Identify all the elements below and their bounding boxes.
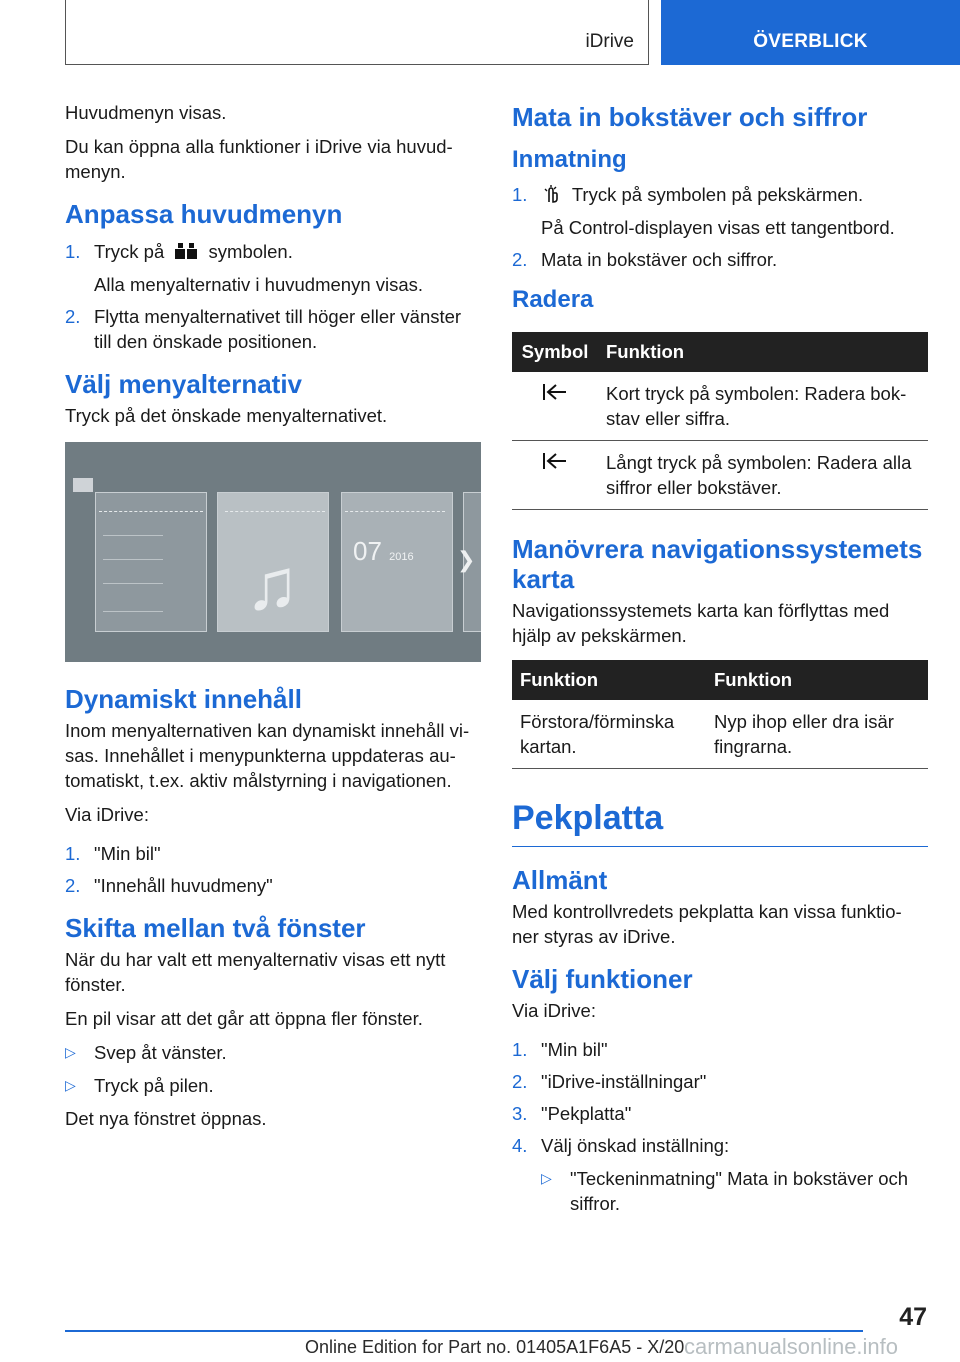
card-row [103,604,163,612]
list-item [512,247,928,272]
paragraph: Du kan öppna alla funktioner i iDrive via huvud-menyn. [65,136,453,182]
step-number: 2. [65,305,81,327]
step-text: Flytta menyalternativet till höger eller vänster till den önskade positionen. [94,305,462,352]
table-cell: Förstora/förminska kartan. [512,700,706,769]
list-item [512,182,928,240]
paragraph: En pil visar att det går att öppna fler fönster. [65,1007,423,1029]
step-text: "iDrive-inställningar" [541,1070,707,1092]
chapter-tab-label: ÖVERBLICK [753,31,868,52]
table-row [512,440,928,509]
step-text: symbolen. [208,241,293,262]
table-header: Funktion [512,660,706,700]
list-item [65,1073,481,1098]
table-header: Funktion [706,660,928,700]
step-number: 2. [512,1070,528,1092]
table-cell: Långt tryck på symbolen: Radera alla siffror eller bokstäver. [598,440,928,509]
table-header-row [512,660,928,700]
heading-manovrera: Manövrera navigationssystemets karta [512,533,923,594]
step-subtext: På Control-displayen visas ett tangentbord. [541,216,895,238]
paragraph: Tryck på det önskade menyalternativet. [65,404,388,426]
step-text: "Innehåll huvudmeny" [94,874,273,896]
table-header: Symbol [512,332,598,372]
step-number: 4. [512,1134,528,1156]
dyn-steps [65,841,481,898]
paragraph: Inom menyalternativen kan dynamiskt innehåll vi-sas. Innehållet i menypunkterna uppdateras au-tomatiskt, t.ex. aktiv målstyrning i navigationen. [65,719,470,791]
heading-valj-menyalternativ: Välj menyalternativ [65,368,302,399]
card-title-line [225,496,325,512]
table-row [512,372,928,441]
list-item [65,304,481,354]
table-header-row [512,332,928,372]
paragraph: Huvudmenyn visas. [65,102,227,123]
heading-pekplatta: Pekplatta [512,799,928,847]
card-title-line [345,496,445,512]
card-title-line [99,496,203,512]
triangle-bullet-icon: ▷ [65,1043,76,1060]
backspace-icon [512,372,598,441]
touch-hand-icon [541,184,561,209]
right-column [512,100,928,1224]
step-text: Tryck på symbolen på pekskärmen. [571,184,864,205]
watermark: carmanualsonline.info [684,1334,899,1359]
valj-steps [512,1037,928,1158]
paragraph: Det nya fönstret öppnas. [65,1107,267,1129]
bullet-text: Svep åt vänster. [94,1041,227,1063]
triangle-bullet-icon: ▷ [541,1169,552,1186]
card-row [103,576,163,584]
step-number: 1. [65,842,81,864]
heading-dynamiskt: Dynamiskt innehåll [65,683,302,714]
list-item [541,1166,928,1216]
step-number: 1. [65,241,81,262]
heading-radera: Radera [512,285,594,313]
menu-glyph [73,478,93,492]
header-frame [65,0,649,65]
paragraph: När du har valt ett menyalternativ visas ett nytt fönster. [65,948,446,995]
step-text: "Min bil" [541,1038,608,1060]
edition-note: Online Edition for Part no. 01405A1F6A5 - X/20 [305,1337,685,1357]
left-column [65,100,481,1140]
step-number: 3. [512,1102,528,1124]
inmatning-steps [512,182,928,272]
step-number: 1. [512,1038,528,1060]
step-subtext: Alla menyalternativ i huvudmenyn visas. [94,273,424,295]
step-text: "Min bil" [94,842,161,864]
section-title: iDrive [585,31,634,52]
paragraph: Med kontrollvredets pekplatta kan vissa funktio-ner styras av iDrive. [512,900,902,947]
list-item [65,239,481,297]
bullet-text: "Teckeninmatning" Mata in bokstäver och siffror. [570,1167,909,1214]
date-display: 07 2016 [353,535,414,566]
step-number: 2. [65,874,81,896]
step-text: Tryck på [94,241,165,262]
anpassa-steps [65,239,481,354]
card-row [103,528,163,536]
radera-table [512,332,928,510]
table-row [512,700,928,769]
paragraph: Via iDrive: [65,803,149,825]
heading-anpassa: Anpassa huvudmenyn [65,199,343,229]
step-text: "Pekplatta" [541,1102,632,1124]
heading-valj-funktioner: Välj funktioner [512,963,693,994]
paragraph: Via iDrive: [512,999,596,1021]
heading-mata-in: Mata in bokstäver och siffror [512,102,868,132]
list-item [512,1133,928,1158]
main-menu-icon [175,241,197,266]
list-item [512,1037,928,1062]
bullet-text: Tryck på pilen. [94,1074,214,1096]
idrive-screenshot [65,442,481,662]
triangle-bullet-icon: ▷ [65,1076,76,1093]
step-text: Välj önskad inställning: [541,1134,730,1156]
list-item [512,1101,928,1126]
table-cell: Nyp ihop eller dra isär fingrarna. [706,700,928,769]
paragraph: Navigationssystemets karta kan förflyttas med hjälp av pekskärmen. [512,599,890,646]
skifta-bullets [65,1040,481,1098]
step-number: 1. [512,184,528,205]
chevron-right-icon: ❯ [457,546,476,572]
footer-divider [65,1330,863,1332]
heading-skifta: Skifta mellan två fönster [65,912,366,943]
step-text: Mata in bokstäver och siffror. [541,248,778,270]
list-item [512,1069,928,1094]
chapter-tab[interactable] [661,0,960,65]
step-number: 2. [512,248,528,270]
heading-allmant: Allmänt [512,864,608,895]
table-cell: Kort tryck på symbolen: Radera bok-stav eller siffra. [598,372,928,441]
list-item [65,1040,481,1065]
list-item [65,841,481,866]
card-row [103,552,163,560]
table-header: Funktion [598,332,928,372]
valj-nested-bullets [541,1166,928,1216]
page-number: 47 [899,1303,927,1331]
music-note-icon: ♫ [245,544,299,625]
backspace-icon [512,440,598,509]
heading-inmatning: Inmatning [512,146,627,173]
list-item [65,873,481,898]
nav-table [512,660,928,769]
